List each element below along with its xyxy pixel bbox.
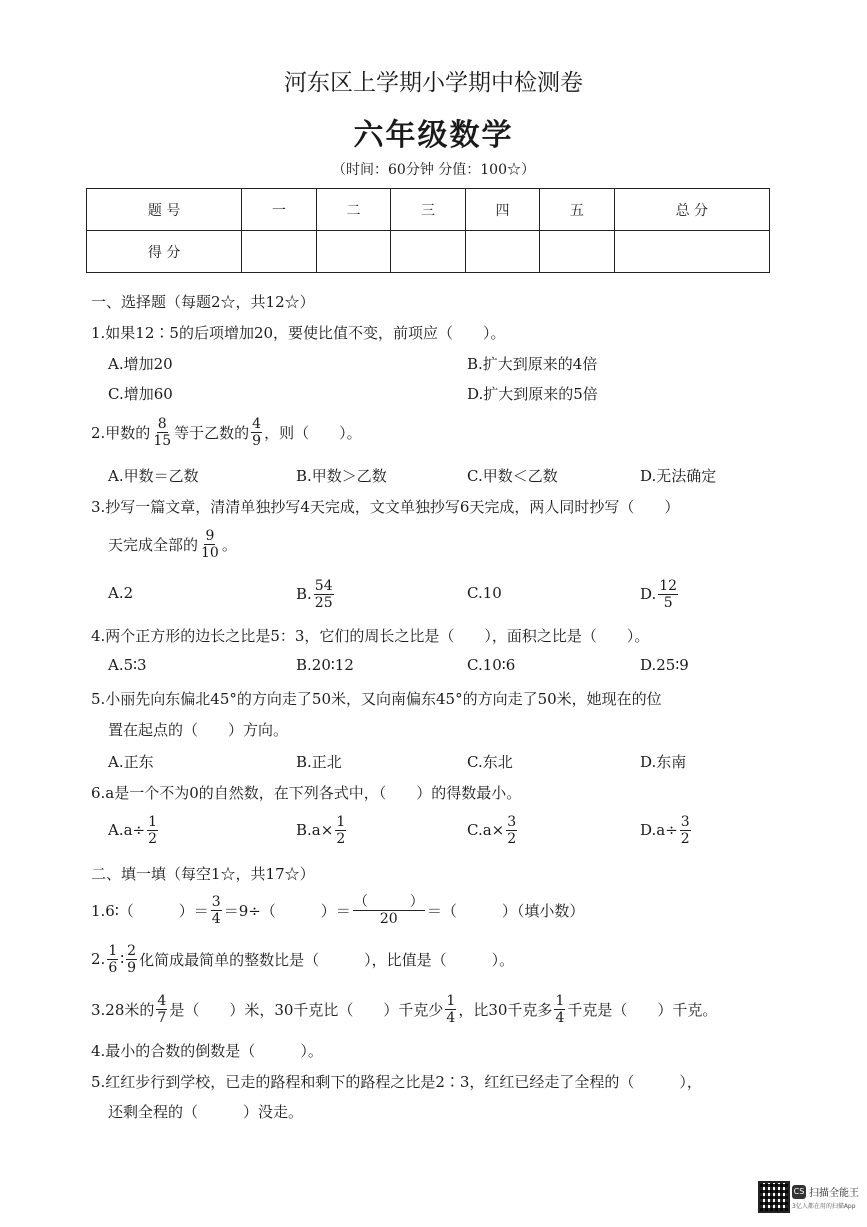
frac-denominator: 7 xyxy=(157,1009,167,1026)
q2-2-colon: ∶ xyxy=(120,950,125,968)
frac-numerator: 3 xyxy=(507,813,517,830)
option-prefix: B.a× xyxy=(296,821,334,839)
q2-2-fraction-2 xyxy=(126,943,137,976)
score-table-header-row xyxy=(87,189,770,231)
q1-6-option-d xyxy=(640,808,693,852)
frac-numerator: 4 xyxy=(252,415,262,432)
q1-4-option-d: D.25∶9 xyxy=(640,656,689,674)
exam-region-title: 河东区上学期小学期中检测卷 xyxy=(284,70,583,96)
frac-denominator: 15 xyxy=(153,432,172,449)
q2-3-line xyxy=(91,987,717,1031)
frac-numerator: 3 xyxy=(680,813,690,830)
frac-denominator: 4 xyxy=(211,910,221,927)
frac-numerator: 9 xyxy=(205,527,215,544)
q2-3-part0: 3.28米的 xyxy=(91,1000,155,1019)
score-cell xyxy=(242,231,316,273)
score-header-cell: 四 xyxy=(465,189,539,231)
option-prefix: D.a÷ xyxy=(640,821,678,839)
q2-2-line xyxy=(91,937,514,981)
q2-3-fraction-2 xyxy=(445,993,456,1026)
frac-denominator: 2 xyxy=(680,830,690,847)
q1-2-option-b: B.甲数＞乙数 xyxy=(296,467,387,485)
q2-3-part2: ，比30千克多 xyxy=(458,1000,553,1019)
frac-denominator: 2 xyxy=(148,830,158,847)
q1-6-option-c xyxy=(467,808,519,852)
q1-2-option-d: D.无法确定 xyxy=(640,467,717,485)
q2-3-part3: 千克是（ ）千克。 xyxy=(567,1000,718,1019)
frac-denominator: 9 xyxy=(127,959,137,976)
frac-numerator: 3 xyxy=(211,893,221,910)
q1-3-line2-pre: 天完成全部的 xyxy=(108,535,199,554)
frac-numerator: （ ） xyxy=(353,893,424,910)
q2-5-line2: 还剩全程的（ ）没走。 xyxy=(108,1103,304,1121)
q1-5-option-b: B.正北 xyxy=(296,753,342,771)
q1-3-line1: 3.抄写一篇文章，清清单独抄写4天完成，文文单独抄写6天完成，两人同时抄写（ ） xyxy=(91,498,680,516)
score-table xyxy=(86,188,770,273)
q1-2-fraction-2 xyxy=(251,416,262,449)
q2-1-part1: 1.6∶（ ）＝ xyxy=(91,901,209,920)
score-table-score-row xyxy=(87,231,770,273)
frac-numerator: 8 xyxy=(157,415,167,432)
q1-2-post: ，则（ ）。 xyxy=(264,423,362,442)
watermark-app-name: 扫描全能王 xyxy=(809,1188,859,1199)
q1-5-option-a: A.正东 xyxy=(108,753,154,771)
q2-3-fraction-1 xyxy=(156,993,167,1026)
q1-6-option-a-fraction xyxy=(147,814,158,847)
q1-1-option-a: A.增加20 xyxy=(108,355,173,373)
q2-1-line xyxy=(91,888,584,932)
score-header-cell: 题 号 xyxy=(87,189,242,231)
q1-5-line1: 5.小丽先向东偏北45°的方向走了50米，又向南偏东45°的方向走了50米，她现在的位 xyxy=(91,690,662,708)
frac-denominator: 20 xyxy=(379,910,398,927)
q1-5-option-c: C.东北 xyxy=(467,753,513,771)
frac-numerator: 1 xyxy=(148,813,158,830)
q1-3-option-d-fraction xyxy=(658,578,678,611)
q2-2-fraction-1 xyxy=(107,943,118,976)
frac-numerator: 54 xyxy=(314,577,333,594)
q1-6-text: 6.a是一个不为0的自然数，在下列各式中，（ ）的得数最小。 xyxy=(91,784,522,802)
frac-denominator: 10 xyxy=(201,544,219,561)
score-row-label: 得 分 xyxy=(87,231,242,273)
score-header-cell: 五 xyxy=(540,189,614,231)
q1-3-option-d xyxy=(640,572,680,616)
frac-denominator: 2 xyxy=(336,830,346,847)
q1-4-option-a: A.5∶3 xyxy=(108,656,147,674)
q1-3-option-a: A.2 xyxy=(108,584,134,602)
q1-6-option-b-fraction xyxy=(335,814,346,847)
q2-1-fraction-2 xyxy=(353,894,425,927)
q1-6-option-c-fraction xyxy=(506,814,517,847)
frac-denominator: 4 xyxy=(555,1009,565,1026)
q1-6-option-d-fraction xyxy=(680,814,691,847)
frac-denominator: 9 xyxy=(252,432,262,449)
exam-info: （时间：60分钟 分值：100☆） xyxy=(332,162,535,178)
frac-numerator: 1 xyxy=(336,813,346,830)
q2-4-text: 4.最小的合数的倒数是（ ）。 xyxy=(91,1042,323,1060)
score-header-cell: 一 xyxy=(242,189,316,231)
q1-1-option-b: B.扩大到原来的4倍 xyxy=(467,355,598,373)
exam-subject-title: 六年级数学 xyxy=(353,118,514,153)
score-header-cell: 总 分 xyxy=(614,189,769,231)
q1-2-mid: 等于乙数的 xyxy=(174,423,250,442)
score-cell xyxy=(391,231,465,273)
q2-1-part2: ＝9÷（ ）＝ xyxy=(223,901,351,920)
score-header-cell: 三 xyxy=(391,189,465,231)
q1-4-text: 4.两个正方形的边长之比是5：3，它们的周长之比是（ ），面积之比是（ ）。 xyxy=(91,627,650,645)
q1-1-text: 1.如果12∶5的后项增加20，要使比值不变，前项应（ ）。 xyxy=(91,324,506,342)
q1-6-option-a xyxy=(108,808,160,852)
frac-denominator: 25 xyxy=(314,594,333,611)
frac-numerator: 12 xyxy=(659,577,678,594)
q2-1-part3: ＝（ ）（填小数） xyxy=(426,901,585,920)
q1-3-option-b-fraction xyxy=(314,578,334,611)
frac-numerator: 1 xyxy=(108,942,118,959)
frac-denominator: 6 xyxy=(108,959,118,976)
frac-numerator: 1 xyxy=(446,992,456,1009)
option-prefix: D. xyxy=(640,585,657,603)
q1-2-option-a: A.甲数＝乙数 xyxy=(108,467,199,485)
q1-2-fraction-1 xyxy=(152,416,172,449)
q2-2-prefix: 2. xyxy=(91,950,106,968)
option-prefix: C.a× xyxy=(467,821,505,839)
camscanner-logo-icon: CS xyxy=(792,1185,806,1199)
q1-3-line2 xyxy=(108,522,237,566)
q1-2-stem xyxy=(91,410,362,454)
section1-heading: 一、选择题（每题2☆，共12☆） xyxy=(91,293,315,311)
q1-5-line2: 置在起点的（ ）方向。 xyxy=(108,721,289,739)
option-prefix: B. xyxy=(296,585,312,603)
q1-2-pre: 2.甲数的 xyxy=(91,423,151,442)
q1-5-option-d: D.东南 xyxy=(640,753,687,771)
q1-4-option-c: C.10∶6 xyxy=(467,656,516,674)
frac-denominator: 2 xyxy=(507,830,517,847)
q1-1-option-d: D.扩大到原来的5倍 xyxy=(467,385,598,403)
frac-numerator: 2 xyxy=(127,942,137,959)
watermark-subtitle: 3亿人都在用的扫描App xyxy=(792,1203,856,1210)
option-prefix: A.a÷ xyxy=(108,821,146,839)
q1-3-fraction xyxy=(200,528,220,561)
frac-numerator: 1 xyxy=(555,992,565,1009)
section2-heading: 二、填一填（每空1☆，共17☆） xyxy=(91,865,315,883)
q2-5-line1: 5.红红步行到学校，已走的路程和剩下的路程之比是2∶3，红红已经走了全程的（ ）， xyxy=(91,1073,702,1091)
q1-1-option-c: C.增加60 xyxy=(108,385,173,403)
q1-2-option-c: C.甲数＜乙数 xyxy=(467,467,558,485)
q1-3-option-c: C.10 xyxy=(467,584,502,602)
score-cell xyxy=(540,231,614,273)
q1-3-option-b xyxy=(296,572,336,616)
q2-3-fraction-3 xyxy=(554,993,565,1026)
q2-3-part1: 是（ ）米，30千克比（ ）千克少 xyxy=(169,1000,444,1019)
q2-2-text: 化简成最简单的整数比是（ ），比值是（ ）。 xyxy=(139,950,515,969)
frac-numerator: 4 xyxy=(157,992,167,1009)
qr-code-icon xyxy=(758,1181,790,1213)
frac-denominator: 4 xyxy=(446,1009,456,1026)
q1-4-option-b: B.20∶12 xyxy=(296,656,354,674)
score-cell xyxy=(316,231,390,273)
frac-denominator: 5 xyxy=(663,594,673,611)
q1-3-line2-post: 。 xyxy=(221,535,237,554)
score-cell xyxy=(614,231,769,273)
q1-6-option-b xyxy=(296,808,348,852)
score-header-cell: 二 xyxy=(316,189,390,231)
score-cell xyxy=(465,231,539,273)
q2-1-fraction-1 xyxy=(211,894,222,927)
